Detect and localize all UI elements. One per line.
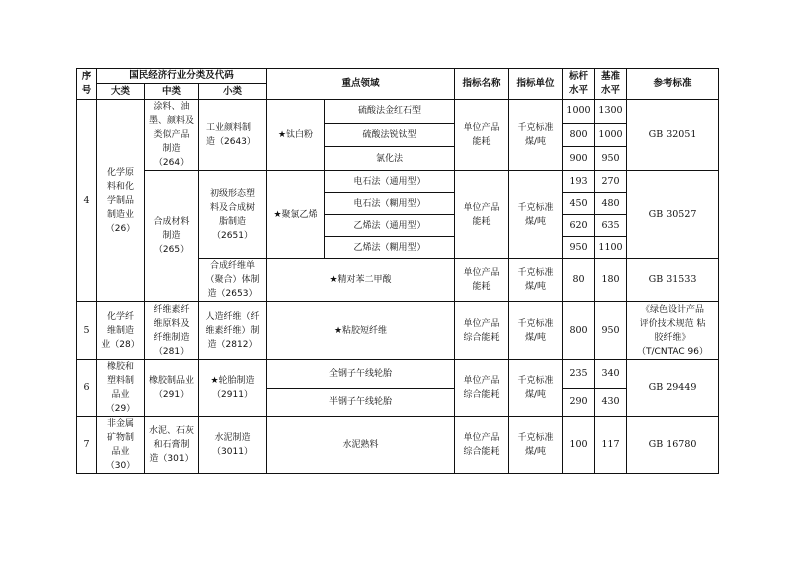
indicator-cell: 单位产品 能耗 <box>455 171 509 259</box>
energy-benchmark-table <box>76 68 719 474</box>
reference-cell: GB 30527 <box>627 171 719 259</box>
key-field-cell: ★粘胶短纤维 <box>267 302 455 360</box>
header-xuhao: 序 号 <box>77 69 97 100</box>
header-reference: 参考标准 <box>627 69 719 100</box>
major-class-cell: 非金属 矿物制 品业 （30） <box>97 417 145 474</box>
baseline-cell: 340 <box>595 360 627 389</box>
process-cell: 硫酸法锐钛型 <box>325 123 455 147</box>
benchmark-cell: 100 <box>563 417 595 474</box>
minor-class-cell: ★轮胎制造 （2911） <box>199 360 267 417</box>
medium-class-cell: 橡胶制品业（291） <box>145 360 199 417</box>
baseline-cell: 480 <box>595 193 627 215</box>
indicator-cell: 单位产品 能耗 <box>455 259 509 302</box>
benchmark-cell: 450 <box>563 193 595 215</box>
medium-class-cell: 水泥、石灰 和石膏制 造（301） <box>145 417 199 474</box>
header-key-field: 重点领域 <box>267 69 455 100</box>
reference-cell: GB 29449 <box>627 360 719 417</box>
unit-cell: 千克标准 煤/吨 <box>509 360 563 417</box>
unit-cell: 千克标准 煤/吨 <box>509 171 563 259</box>
unit-cell: 千克标准 煤/吨 <box>509 302 563 360</box>
row-number: 7 <box>77 417 97 474</box>
process-cell: 乙烯法（通用型） <box>325 215 455 237</box>
header-minor-class: 小类 <box>199 84 267 100</box>
baseline-cell: 950 <box>595 147 627 171</box>
baseline-cell: 1000 <box>595 123 627 147</box>
process-cell: 全钢子午线轮胎 <box>267 360 455 389</box>
unit-cell: 千克标准 煤/吨 <box>509 417 563 474</box>
key-field-cell: ★聚氯乙烯 <box>267 171 325 259</box>
indicator-cell: 单位产品 综合能耗 <box>455 302 509 360</box>
reference-cell: 《绿色设计产品 评价技术规范 粘 胶纤维》 （T/CNTAC 96） <box>627 302 719 360</box>
indicator-cell: 单位产品 综合能耗 <box>455 360 509 417</box>
benchmark-cell: 1000 <box>563 100 595 124</box>
header-benchmark: 标杆 水平 <box>563 69 595 100</box>
baseline-cell: 270 <box>595 171 627 193</box>
minor-class-cell: 水泥制造 （3011） <box>199 417 267 474</box>
minor-class-cell: 初级形态塑 料及合成树 脂制造 （2651） <box>199 171 267 259</box>
benchmark-cell: 80 <box>563 259 595 302</box>
reference-cell: GB 32051 <box>627 100 719 171</box>
baseline-cell: 117 <box>595 417 627 474</box>
header-baseline: 基准 水平 <box>595 69 627 100</box>
process-cell: 电石法（糊用型） <box>325 193 455 215</box>
major-class-cell: 化学原 料和化 学制品 制造业 （26） <box>97 100 145 302</box>
header-medium-class: 中类 <box>145 84 199 100</box>
baseline-cell: 635 <box>595 215 627 237</box>
medium-class-cell: 合成材料 制造（265） <box>145 171 199 302</box>
benchmark-cell: 290 <box>563 388 595 417</box>
indicator-cell: 单位产品 能耗 <box>455 100 509 171</box>
process-cell: 电石法（通用型） <box>325 171 455 193</box>
baseline-cell: 950 <box>595 302 627 360</box>
key-field-cell: ★精对苯二甲酸 <box>267 259 455 302</box>
benchmark-cell: 620 <box>563 215 595 237</box>
reference-cell: GB 16780 <box>627 417 719 474</box>
minor-class-cell: 人造纤维（纤 维素纤维）制 造（2812） <box>199 302 267 360</box>
header-industry-classification: 国民经济行业分类及代码 <box>97 69 267 84</box>
medium-class-cell: 纤维素纤 维原料及 纤维制造 （281） <box>145 302 199 360</box>
baseline-cell: 430 <box>595 388 627 417</box>
row-number: 6 <box>77 360 97 417</box>
major-class-cell: 化学纤 维制造 业（28） <box>97 302 145 360</box>
baseline-cell: 1100 <box>595 237 627 259</box>
reference-cell: GB 31533 <box>627 259 719 302</box>
benchmark-cell: 950 <box>563 237 595 259</box>
process-cell: 硫酸法金红石型 <box>325 100 455 124</box>
header-major-class: 大类 <box>97 84 145 100</box>
benchmark-cell: 900 <box>563 147 595 171</box>
medium-class-cell: 涂料、油 墨、颜料及 类似产品 制造（264） <box>145 100 199 171</box>
minor-class-cell: 合成纤维单 （聚合）体制 造（2653） <box>199 259 267 302</box>
baseline-cell: 180 <box>595 259 627 302</box>
process-cell: 半钢子午线轮胎 <box>267 388 455 417</box>
benchmark-cell: 235 <box>563 360 595 389</box>
unit-cell: 千克标准 煤/吨 <box>509 100 563 171</box>
process-cell: 乙烯法（糊用型） <box>325 237 455 259</box>
unit-cell: 千克标准 煤/吨 <box>509 259 563 302</box>
process-cell: 氯化法 <box>325 147 455 171</box>
benchmark-cell: 193 <box>563 171 595 193</box>
row-number: 4 <box>77 100 97 302</box>
baseline-cell: 1300 <box>595 100 627 124</box>
row-number: 5 <box>77 302 97 360</box>
header-indicator: 指标名称 <box>455 69 509 100</box>
major-class-cell: 橡胶和 塑料制 品业 （29） <box>97 360 145 417</box>
key-field-cell: ★钛白粉 <box>267 100 325 171</box>
benchmark-cell: 800 <box>563 302 595 360</box>
indicator-cell: 单位产品 综合能耗 <box>455 417 509 474</box>
benchmark-cell: 800 <box>563 123 595 147</box>
key-field-cell: 水泥熟料 <box>267 417 455 474</box>
header-unit: 指标单位 <box>509 69 563 100</box>
minor-class-cell: 工业颜料制 造（2643） <box>199 100 267 171</box>
